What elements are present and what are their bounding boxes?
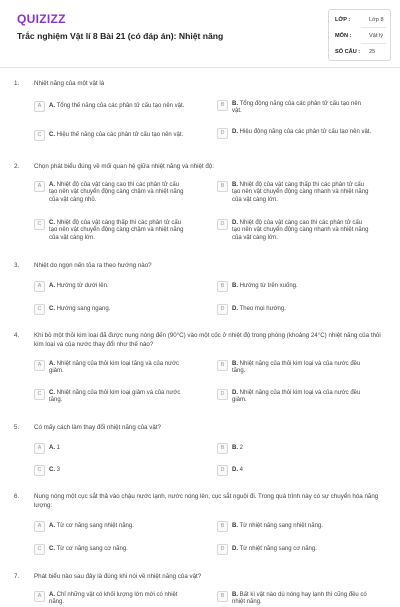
option-text: A. Chỉ những vật có khối lượng lớn mới có nhiệt năng. bbox=[49, 592, 189, 607]
question-number: 3. bbox=[14, 262, 19, 269]
option-text: D. Từ nhiệt năng sang cơ năng. bbox=[232, 546, 372, 554]
option-box[interactable]: D bbox=[217, 128, 228, 139]
meta-count bbox=[335, 46, 384, 58]
option-box[interactable]: B bbox=[217, 360, 228, 371]
option-box[interactable]: B bbox=[217, 443, 228, 454]
question-text: Nhiệt năng của một vật là bbox=[34, 80, 384, 89]
option-text: B. Nhiệt độ của vật càng thấp thì các phân tử cấu tạo nên vật chuyển động càng nhanh và nhiệt năng của vật càng lớn. bbox=[232, 182, 372, 205]
question-text: Nung nóng một cục sắt thả vào chậu nước lạnh, nước nóng lên, cục sắt nguội đi. Trong quá trình này có sự chuyển hóa năng lượng: bbox=[34, 493, 384, 510]
option-box[interactable]: C bbox=[34, 389, 45, 400]
option-text: C. Hướng sang ngang. bbox=[49, 306, 189, 314]
question-4 bbox=[0, 332, 400, 412]
question-number: 5. bbox=[14, 424, 19, 431]
question-text: Có mấy cách làm thay đổi nhiệt năng của vật? bbox=[34, 424, 384, 433]
option-box[interactable]: A bbox=[34, 101, 45, 112]
option-text: C. Nhiệt năng của thỏi kim loại giảm và của nước tăng. bbox=[49, 390, 189, 406]
option-text: A. 1 bbox=[49, 445, 189, 453]
option-box[interactable]: A bbox=[34, 181, 45, 192]
question-3 bbox=[0, 262, 400, 318]
meta-divider bbox=[361, 43, 386, 44]
option-box[interactable]: D bbox=[217, 304, 228, 315]
option-box[interactable]: A bbox=[34, 360, 45, 371]
option-text: B. 2 bbox=[232, 445, 372, 453]
option-text: B. Tổng động năng của các phân tử cấu tạo nên vật. bbox=[232, 101, 372, 117]
option-box[interactable]: B bbox=[217, 521, 228, 532]
meta-class bbox=[335, 14, 384, 26]
meta-label: MÔN : bbox=[335, 30, 351, 42]
option-text: B. Bất kì vật nào dù nóng hay lạnh thì cũng đều có nhiệt năng. bbox=[232, 592, 372, 607]
question-text: Nhiệt do ngọn nến tỏa ra theo hướng nào? bbox=[34, 262, 384, 271]
meta-subject bbox=[335, 30, 384, 42]
question-number: 4. bbox=[14, 332, 19, 339]
option-box[interactable]: A bbox=[34, 443, 45, 454]
option-box[interactable]: C bbox=[34, 219, 45, 230]
option-text: D. Nhiệt năng của thỏi kim loại và của nước đều giảm. bbox=[232, 390, 372, 406]
option-box[interactable]: D bbox=[217, 389, 228, 400]
option-box[interactable]: D bbox=[217, 219, 228, 230]
worksheet-header bbox=[0, 0, 400, 68]
option-text: A. Từ cơ năng sang nhiệt năng. bbox=[49, 523, 189, 531]
option-box[interactable]: C bbox=[34, 465, 45, 476]
question-2 bbox=[0, 163, 400, 253]
meta-label: LỚP : bbox=[335, 14, 350, 26]
page-title: Trắc nghiệm Vật lí 8 Bài 21 (có đáp án): Nhiệt năng bbox=[17, 31, 223, 41]
question-text: Phát biểu nào sau đây là đúng khi nói về nhiệt năng của vật? bbox=[34, 573, 384, 582]
meta-value: Vật lý bbox=[369, 30, 383, 42]
meta-divider bbox=[361, 27, 386, 28]
option-box[interactable]: A bbox=[34, 521, 45, 532]
option-box[interactable]: B bbox=[217, 281, 228, 292]
option-box[interactable]: C bbox=[34, 304, 45, 315]
question-number: 2. bbox=[14, 163, 19, 170]
question-6 bbox=[0, 493, 400, 561]
option-text: A. Hướng từ dưới lên. bbox=[49, 283, 189, 291]
option-box[interactable]: C bbox=[34, 544, 45, 555]
option-box[interactable]: B bbox=[217, 591, 228, 602]
option-text: C. Hiệu thế năng của các phân tử cấu tạo nên vật. bbox=[49, 132, 204, 140]
option-text: B. Từ nhiệt năng sang nhiệt năng. bbox=[232, 523, 372, 531]
option-text: A. Nhiệt năng của thỏi kim loại tăng và của nước giảm. bbox=[49, 361, 189, 377]
question-text: Khi bỏ một thỏi kim loại đã được nung nóng đến (90°C) vào một cốc ở nhiệt độ trong phòng (khoảng 24°C) nhiệt năng của thỏi kim loại và của nước thay đổi như thế nào? bbox=[34, 332, 384, 349]
option-box[interactable]: B bbox=[217, 100, 228, 111]
option-box[interactable]: D bbox=[217, 544, 228, 555]
question-number: 6. bbox=[14, 493, 19, 500]
option-text: D. Hiệu động năng của các phân tử cấu tạo nên vật. bbox=[232, 129, 372, 137]
option-box[interactable]: D bbox=[217, 465, 228, 476]
option-text: C. Từ cơ năng sang cơ năng. bbox=[49, 546, 189, 554]
question-text: Chọn phát biểu đúng về mối quan hệ giữa nhiệt năng và nhiệt độ: bbox=[34, 163, 384, 172]
option-text: D. Nhiệt độ của vật càng cao thì các phân tử cấu tạo nên vật chuyển động càng nhanh và nhiệt năng của vật càng lớn. bbox=[232, 220, 372, 243]
question-5 bbox=[0, 424, 400, 480]
option-box[interactable]: B bbox=[217, 181, 228, 192]
question-1 bbox=[0, 80, 400, 150]
option-box[interactable]: A bbox=[34, 281, 45, 292]
option-text: C. Nhiệt độ của vật càng thấp thì các phân tử cấu tạo nên vật chuyển động càng chậm và nhiệt năng của vật càng lớn. bbox=[49, 220, 189, 243]
worksheet-meta-box bbox=[328, 9, 391, 61]
meta-value: Lớp 8 bbox=[369, 14, 384, 26]
quizizz-logo[interactable]: QUIZIZZ bbox=[17, 12, 66, 26]
option-text: B. Nhiệt năng của thỏi kim loại và của nước đều tăng. bbox=[232, 361, 372, 377]
question-number: 1. bbox=[14, 80, 19, 87]
question-number: 7. bbox=[14, 573, 19, 580]
option-text: A. Tổng thế năng của các phân tử cấu tạo nên vật. bbox=[49, 103, 204, 111]
option-box[interactable]: C bbox=[34, 130, 45, 141]
option-box[interactable]: A bbox=[34, 591, 45, 602]
option-text: A. Nhiệt độ của vật càng cao thì các phân tử cấu tạo nên vật chuyển động càng chậm và nhiệt năng của vật càng nhỏ. bbox=[49, 182, 189, 205]
meta-label: SỐ CÂU : bbox=[335, 46, 360, 58]
meta-value: 25 bbox=[369, 46, 375, 58]
option-text: D. Theo mọi hướng. bbox=[232, 306, 372, 314]
option-text: C. 3 bbox=[49, 467, 189, 475]
option-text: B. Hướng từ trên xuống. bbox=[232, 283, 372, 291]
option-text: D. 4 bbox=[232, 467, 372, 475]
question-7 bbox=[0, 573, 400, 600]
